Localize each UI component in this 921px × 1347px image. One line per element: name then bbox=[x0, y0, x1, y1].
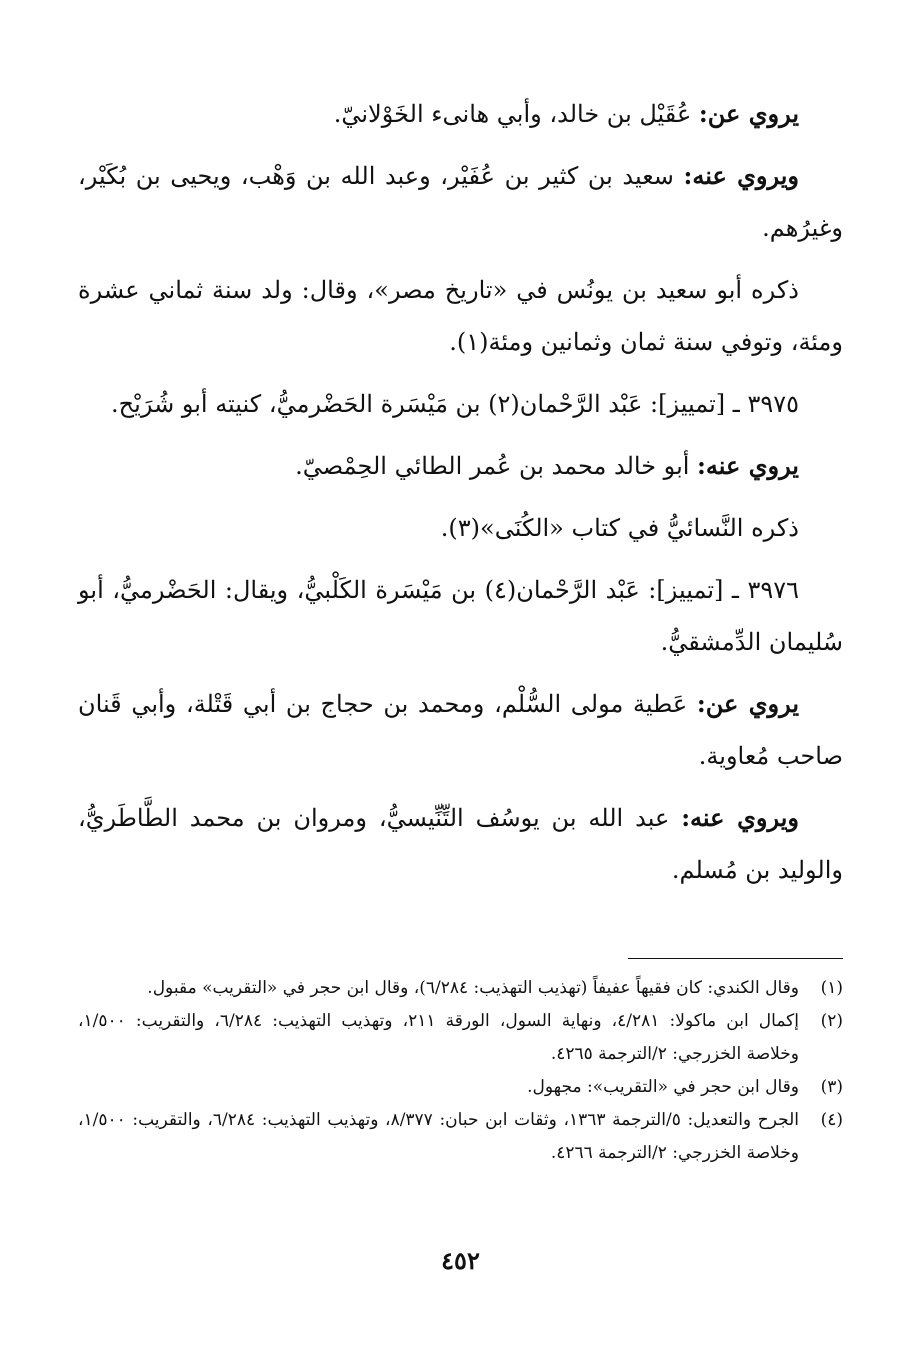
entry-text: أبو خالد محمد بن عُمر الطائي الحِمْصيّ. bbox=[295, 452, 698, 480]
entry-text: ذكره النَّسائيُّ في كتاب «الكُنَى»(٣). bbox=[440, 514, 799, 542]
footnote-text: وقال الكندي: كان فقيهاً عفيفاً (تهذيب التهذيب: ٦/٢٨٤)، وقال ابن حجر في «التقريب» مقبول. bbox=[147, 978, 799, 998]
entry-lead: يروي عنه: bbox=[697, 451, 799, 480]
footnote-text: إكمال ابن ماكولا: ٤/٢٨١، ونهاية السول، الورقة ٢١١، وتهذيب التهذيب: ٦/٢٨٤، والتقريب: ١/٥٠٠، وخلاصة الخزرجي: ٢/الترجمة ٤٢٦٥. bbox=[78, 1011, 799, 1064]
main-text bbox=[78, 88, 843, 906]
entry-text: عَطية مولى السُّلْم، ومحمد بن حجاج بن أبي قَتْلة، وأبي قَنان صاحب مُعاوية. bbox=[78, 690, 843, 770]
entry-lead: يروي عن: bbox=[696, 689, 799, 718]
entry-paragraph bbox=[78, 564, 843, 668]
footnote-number: (٢) bbox=[820, 1011, 843, 1031]
entry-text: ٣٩٧٦ ـ [تمييز]: عَبْد الرَّحْمان(٤) بن مَيْسَرة الكَلْبيُّ، ويقال: الحَضْرميُّ، أبو سُليمان الدِّمشقيُّ. bbox=[78, 576, 843, 656]
entry-text: عبد الله بن يوسُف التِّنِّيسيُّ، ومروان بن محمد الطَّاطَريُّ، والوليد بن مُسلم. bbox=[78, 804, 843, 884]
footnote-number: (١) bbox=[820, 978, 843, 998]
footnote bbox=[78, 972, 843, 1005]
entry-paragraph bbox=[78, 264, 843, 368]
footnotes bbox=[78, 972, 843, 1170]
entry-paragraph bbox=[78, 378, 843, 430]
footnote-text: وقال ابن حجر في «التقريب»: مجهول. bbox=[527, 1077, 799, 1097]
entry-text: ذكره أبو سعيد بن يونُس في «تاريخ مصر»، وقال: ولد سنة ثماني عشرة ومئة، وتوفي سنة ثمان وثمانين ومئة(١). bbox=[78, 276, 843, 356]
entry-paragraph bbox=[78, 678, 843, 782]
footnote bbox=[78, 1104, 843, 1170]
footnote bbox=[78, 1005, 843, 1071]
entry-paragraph bbox=[78, 502, 843, 554]
entry-lead: يروي عن: bbox=[698, 99, 799, 128]
footnote-number: (٤) bbox=[820, 1110, 843, 1130]
entry-paragraph bbox=[78, 440, 843, 492]
entry-paragraph bbox=[78, 792, 843, 896]
entry-lead: ويروي عنه: bbox=[681, 803, 799, 832]
entry-paragraph bbox=[78, 150, 843, 254]
footnote-separator bbox=[628, 958, 843, 959]
entry-paragraph bbox=[78, 88, 843, 140]
footnote-number: (٣) bbox=[820, 1077, 843, 1097]
footnote-text: الجرح والتعديل: ٥/الترجمة ١٣٦٣، وثقات ابن حبان: ٨/٣٧٧، وتهذيب التهذيب: ٦/٢٨٤، والتقريب: ١/٥٠٠، وخلاصة الخزرجي: ٢/الترجمة ٤٢٦٦. bbox=[78, 1110, 799, 1163]
page-number: ٤٥٢ bbox=[441, 1246, 480, 1275]
entry-text: عُقَيْل بن خالد، وأبي هانىء الخَوْلانيّ. bbox=[333, 100, 699, 128]
entry-lead: ويروي عنه: bbox=[683, 161, 799, 190]
entry-text: ٣٩٧٥ ـ [تمييز]: عَبْد الرَّحْمان(٢) بن مَيْسَرة الحَضْرميُّ، كنيته أبو شُرَيْح. bbox=[111, 390, 799, 418]
footnote bbox=[78, 1071, 843, 1104]
entry-text: سعيد بن كثير بن عُفَيْر، وعبد الله بن وَهْب، ويحيى بن بُكَيْر، وغيرُهم. bbox=[78, 162, 843, 242]
